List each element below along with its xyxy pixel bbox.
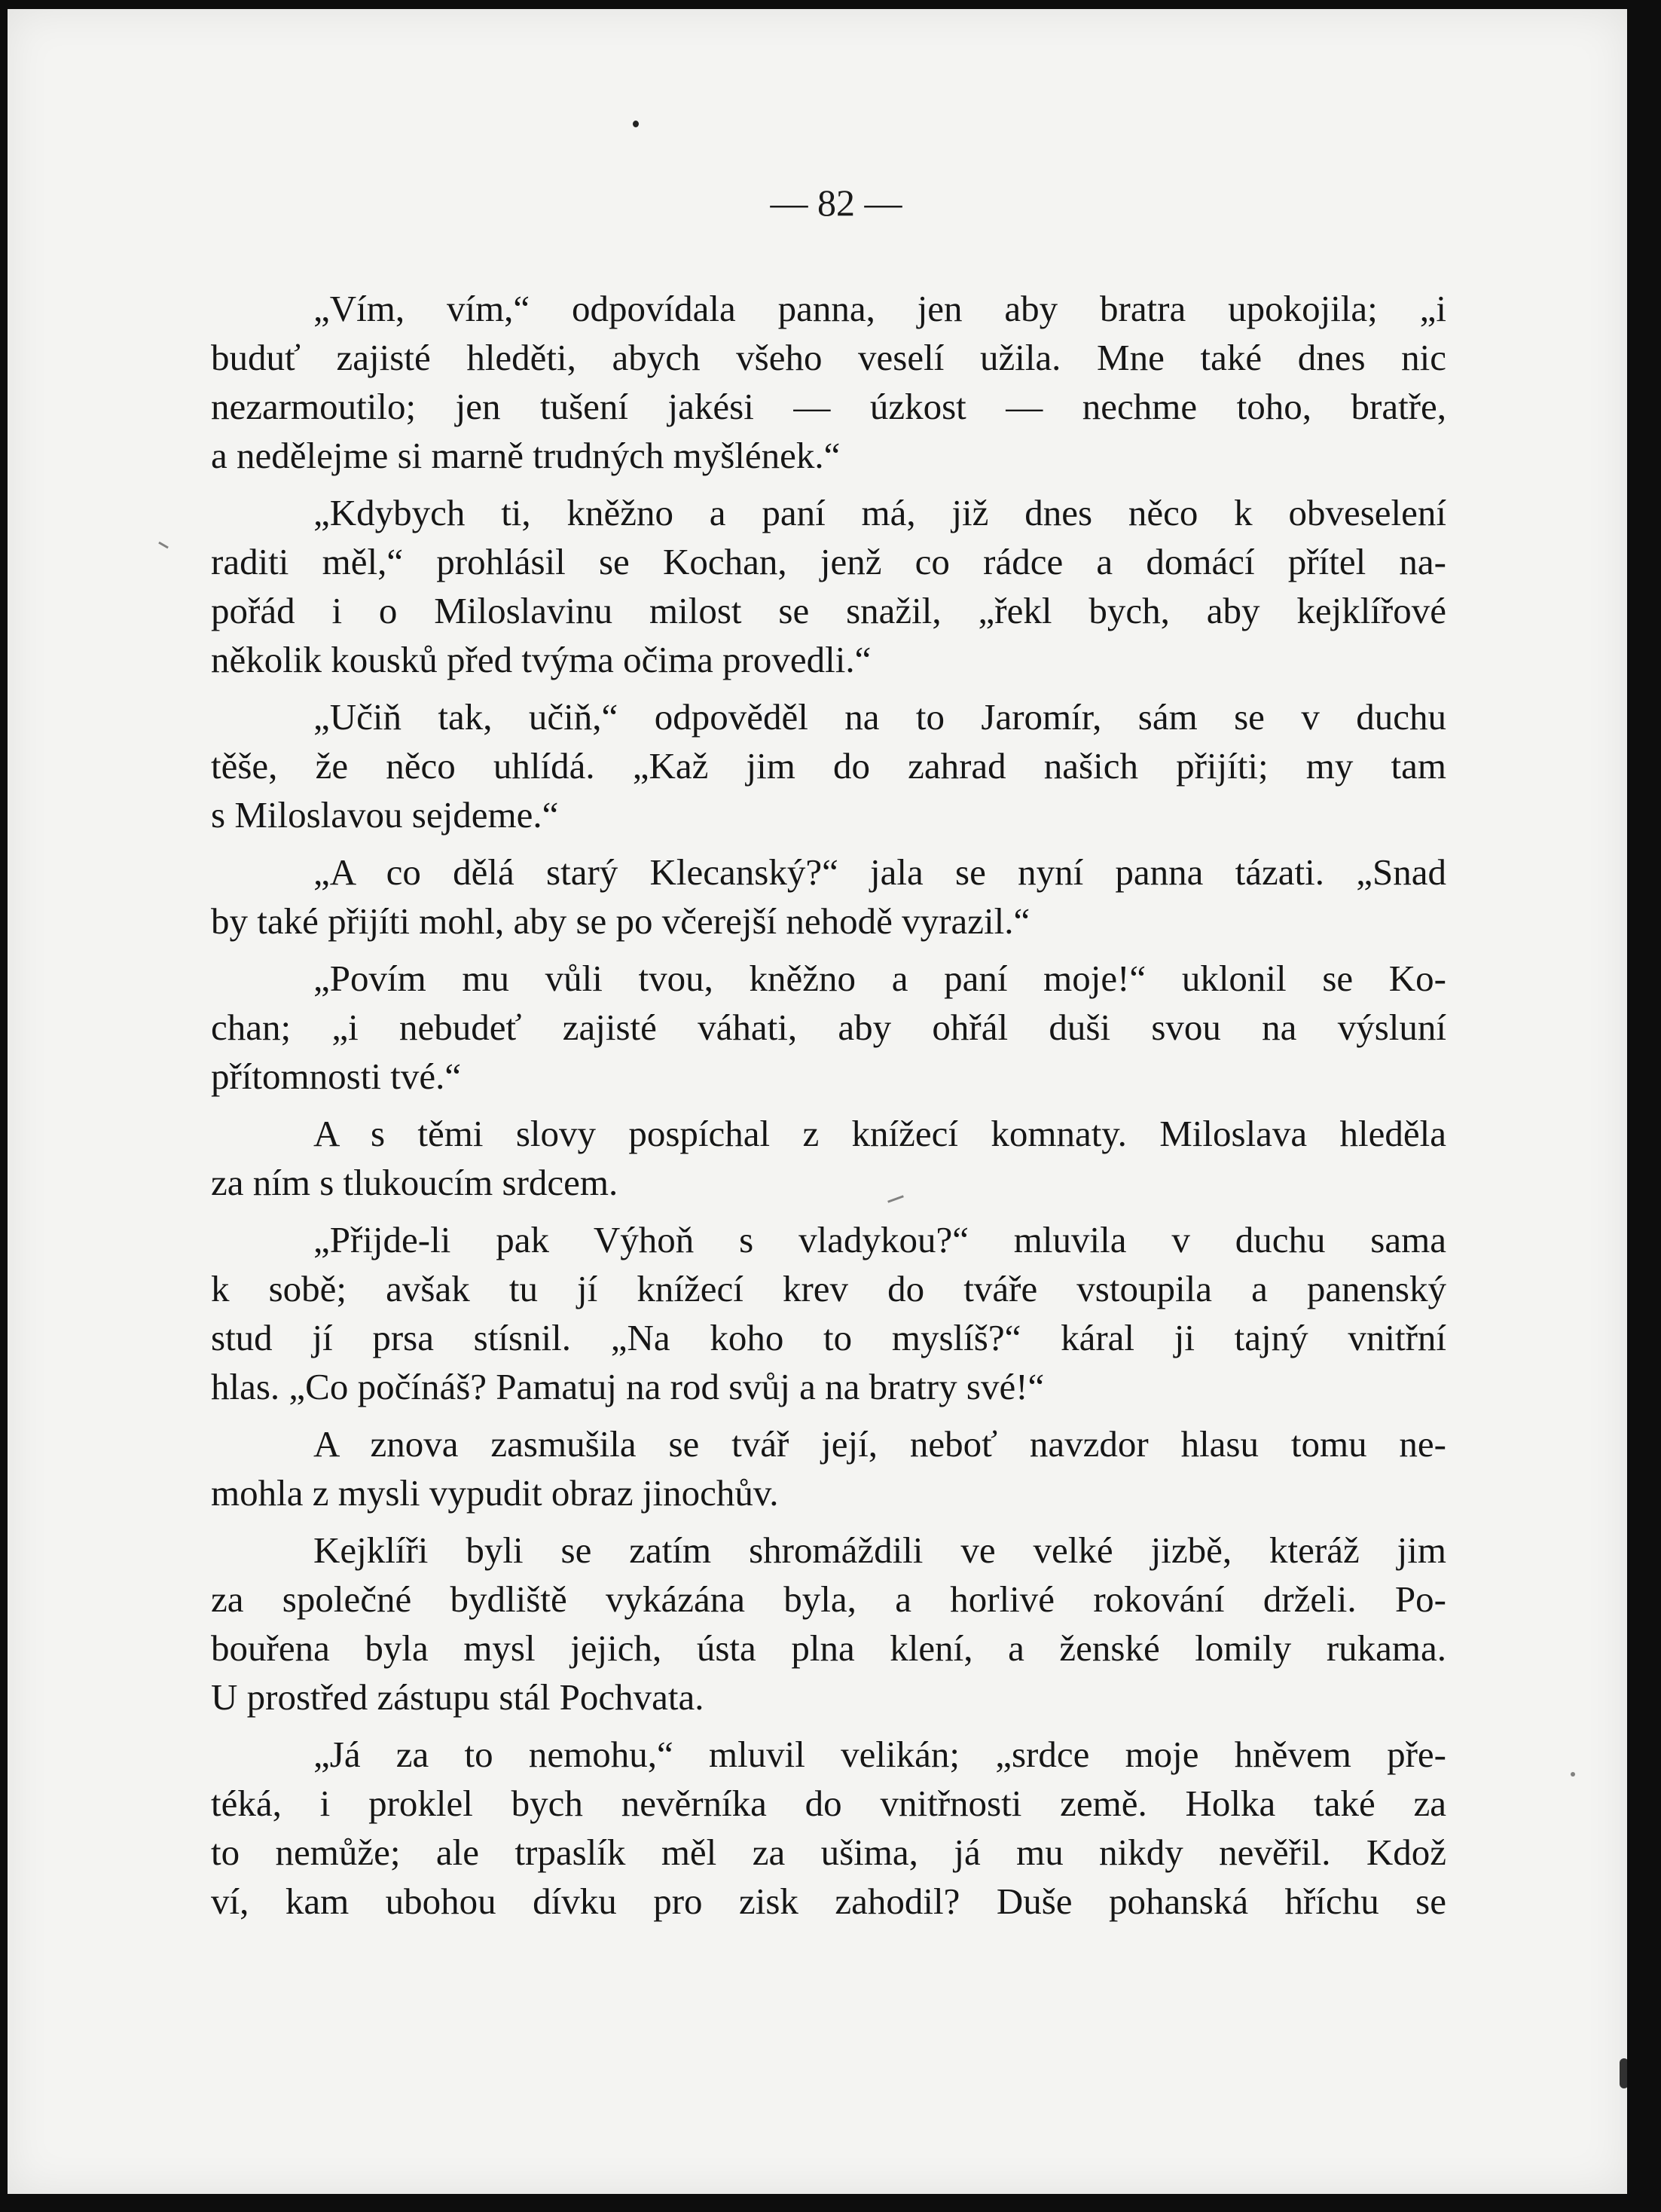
text-line: hlas. „Co počínáš? Pamatuj na rod svůj a na bratry své!“ <box>211 1366 1045 1407</box>
text-line: raditi měl,“ prohlásil se Kochan, jenž co rádce a domácí přítel na- <box>211 541 1446 582</box>
text-line: „A co dělá starý Klecanský?“ jala se nyní panna tázati. „Snad <box>313 851 1446 893</box>
text-line: by také přijíti mohl, aby se po včerejší nehodě vyrazil.“ <box>211 900 1030 942</box>
text-line: těše, že něco uhlídá. „Kaž jim do zahrad našich přijíti; my tam <box>211 745 1446 787</box>
text-line: „Já za to nemohu,“ mluvil velikán; „srdce moje hněvem pře- <box>313 1734 1446 1775</box>
text-line: nezarmoutilo; jen tušení jakési — úzkost — nechme toho, bratře, <box>211 386 1446 427</box>
paragraph <box>211 954 1446 1101</box>
paragraph <box>211 1526 1446 1722</box>
paragraph <box>211 488 1446 684</box>
text-line: U prostřed zástupu stál Pochvata. <box>211 1676 704 1718</box>
text-line: přítomnosti tvé.“ <box>211 1056 462 1097</box>
text-line: A s těmi slovy pospíchal z knížecí komnaty. Miloslava hleděla <box>313 1113 1446 1154</box>
text-line: a nedělejme si marně trudných myšlének.“ <box>211 435 841 476</box>
text-line: téká, i proklel bych nevěrníka do vnitřnosti země. Holka také za <box>211 1783 1446 1824</box>
ink-speck <box>158 542 169 549</box>
text-line: „Přijde-li pak Výhoň s vladykou?“ mluvila v duchu sama <box>313 1219 1446 1260</box>
text-line: několik kousků před tvýma očima provedli.“ <box>211 639 872 680</box>
paragraph <box>211 1419 1446 1517</box>
paragraph <box>211 848 1446 946</box>
text-line: bouřena byla mysl jejich, ústa plna klení, a ženské lomily rukama. <box>211 1627 1446 1669</box>
text-line: za společné bydliště vykázána byla, a horlivé rokování drželi. Po- <box>211 1578 1446 1620</box>
book-page <box>8 9 1627 2194</box>
text-line: „Povím mu vůli tvou, kněžno a paní moje!“ uklonil se Ko- <box>313 958 1446 999</box>
text-line: pořád i o Miloslavinu milost se snažil, „řekl bych, aby kejklířové <box>211 590 1446 631</box>
text-line: buduť zajisté hleděti, abych všeho veselí užila. Mne také dnes nic <box>211 337 1446 378</box>
text-line: „Učiň tak, učiň,“ odpověděl na to Jaromír, sám se v duchu <box>313 696 1446 738</box>
text-line: „Kdybych ti, kněžno a paní má, již dnes něco k obveselení <box>313 492 1446 533</box>
paragraph <box>211 1215 1446 1411</box>
text-line: ví, kam ubohou dívku pro zisk zahodil? Duše pohanská hříchu se <box>211 1881 1446 1922</box>
text-line: mohla z mysli vypudit obraz jinochův. <box>211 1472 779 1514</box>
text-line: „Vím, vím,“ odpovídala panna, jen aby bratra upokojila; „i <box>313 288 1446 329</box>
scan-border <box>1627 0 1661 2212</box>
text-line: za ním s tlukoucím srdcem. <box>211 1162 618 1203</box>
text-line: to nemůže; ale trpaslík měl za ušima, já mu nikdy nevěřil. Kdož <box>211 1832 1446 1873</box>
ink-speck <box>633 121 639 127</box>
ink-speck <box>1571 1772 1575 1777</box>
text-line: Kejklíři byli se zatím shromáždili ve velké jizbě, kteráž jim <box>313 1529 1446 1571</box>
text-line: A znova zasmušila se tvář její, neboť navzdor hlasu tomu ne- <box>313 1423 1446 1465</box>
text-line: chan; „i nebudeť zajisté váhati, aby ohřál duši svou na výsluní <box>211 1007 1446 1048</box>
paragraph <box>211 692 1446 839</box>
text-line: stud jí prsa stísnil. „Na koho to myslíš?“ káral ji tajný vnitřní <box>211 1317 1446 1358</box>
text-line: k sobě; avšak tu jí knížecí krev do tváře vstoupila a panenský <box>211 1268 1446 1309</box>
paragraph <box>211 1730 1446 1926</box>
body-text <box>211 284 1446 1934</box>
paragraph <box>211 284 1446 480</box>
text-line: s Miloslavou sejdeme.“ <box>211 794 559 836</box>
paragraph <box>211 1109 1446 1207</box>
page-number: — 82 — <box>770 182 902 224</box>
